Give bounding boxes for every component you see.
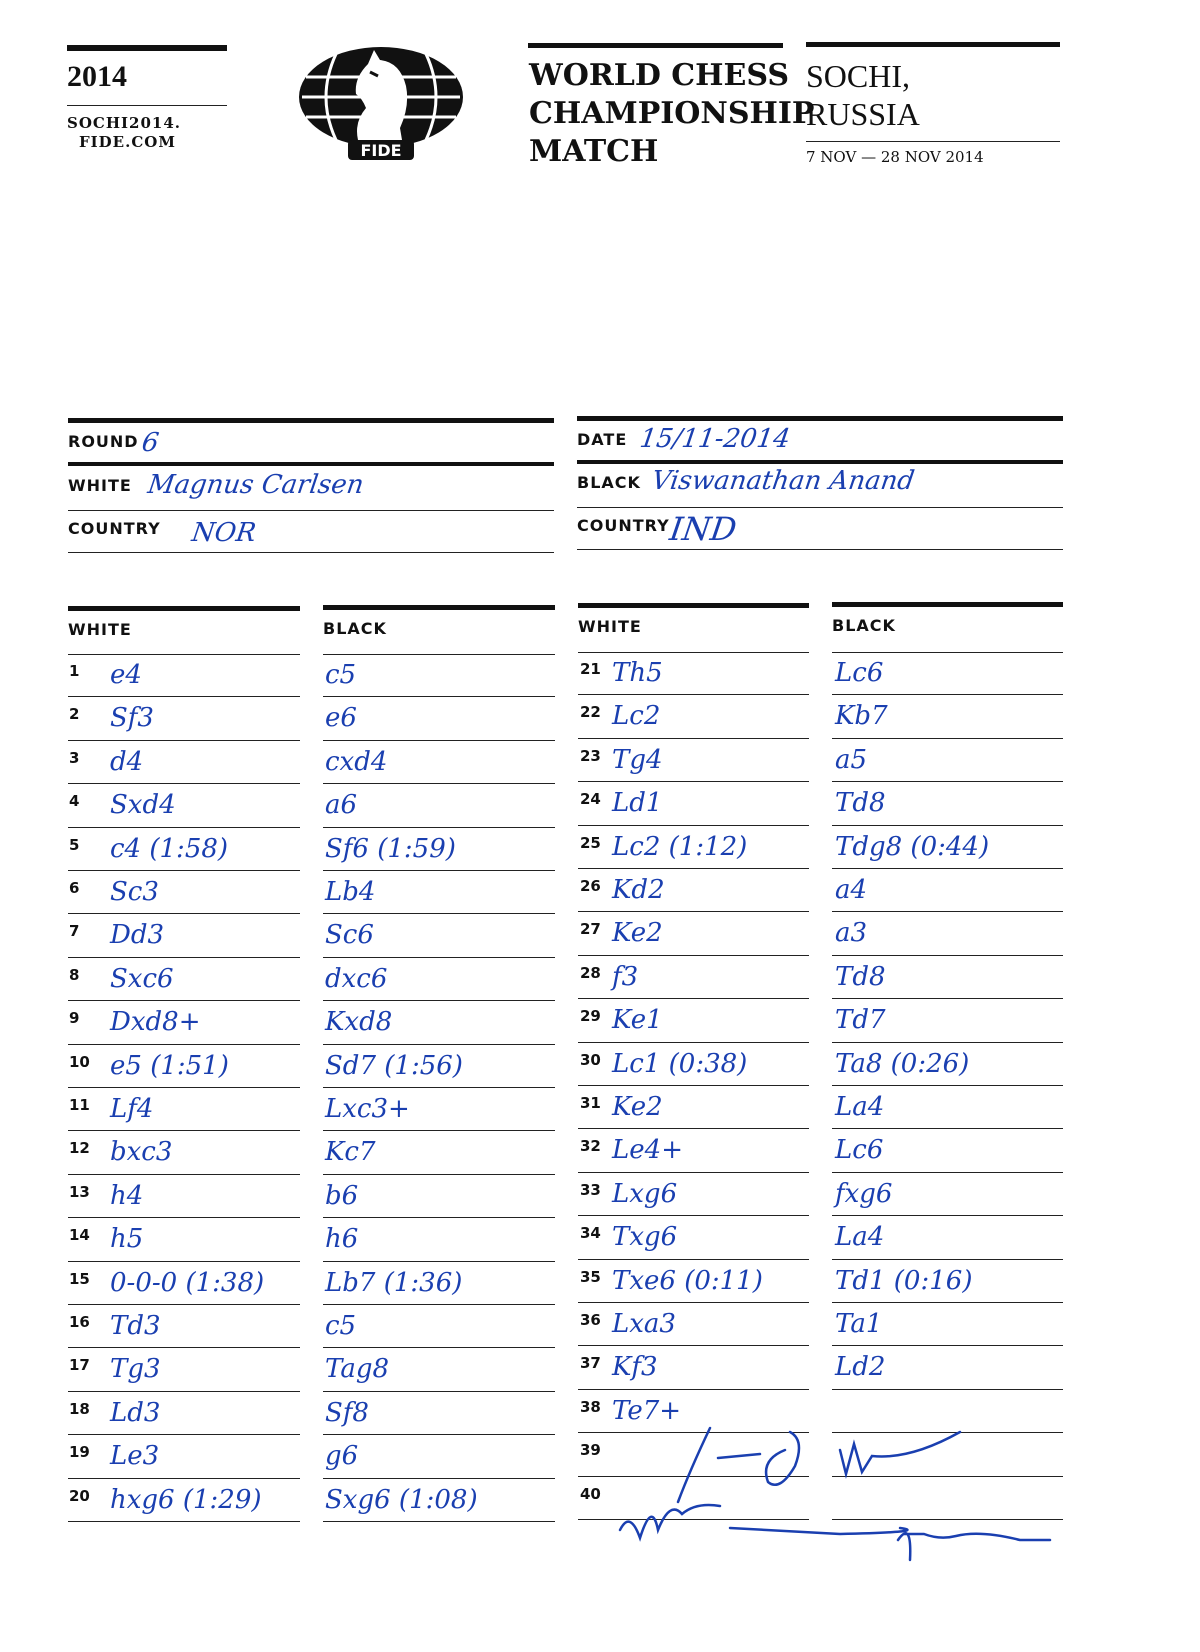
row-rule [578,1215,809,1216]
info-rule-right-2 [577,507,1063,508]
title-line3: MATCH [529,134,659,169]
row-rule [578,1172,809,1173]
row-rule [323,1304,555,1305]
col-rule-1 [68,606,300,611]
row-rule [832,652,1063,653]
row-rule [68,783,300,784]
row-rule [578,825,809,826]
move-number: 39 [580,1441,601,1460]
white-move: Le3 [110,1441,160,1472]
move-number: 9 [69,1009,80,1028]
white-move: Th5 [612,658,663,688]
row-rule [323,696,555,697]
signatures [600,1410,1080,1570]
col-header-white-2: WHITE [578,617,642,636]
white-move: Td3 [110,1311,161,1341]
black-move: Td8 [835,961,886,992]
row-rule [832,781,1063,782]
row-rule [323,1087,555,1088]
col-rule-4 [832,602,1063,607]
row-rule [68,1434,300,1435]
info-rule-left-2 [68,510,554,511]
white-label: WHITE [68,476,132,495]
black-country-label: COUNTRY [577,516,670,535]
row-rule [68,696,300,697]
header-year-rule [67,105,227,106]
black-move: Lc6 [835,658,884,688]
move-number: 3 [69,748,80,767]
row-rule [68,1391,300,1392]
row-rule [323,1217,555,1218]
row-rule [323,827,555,828]
move-number: 8 [69,965,80,984]
black-move: a4 [835,875,868,905]
row-rule [832,955,1063,956]
col-header-white-1: WHITE [68,620,132,639]
row-rule [832,868,1063,869]
row-rule [323,913,555,914]
black-move: Sc6 [325,920,374,951]
row-rule [68,1478,300,1479]
white-move: Dxd8+ [110,1007,201,1038]
row-rule [578,911,809,912]
row-rule [578,1085,809,1086]
white-move: h4 [110,1180,144,1211]
row-rule [323,1391,555,1392]
black-label: BLACK [577,473,641,492]
white-move: Txe6 (0:11) [612,1265,763,1296]
white-move: Ke1 [612,1005,663,1036]
move-number: 5 [69,835,80,854]
black-move: a6 [325,790,358,821]
row-rule [68,1174,300,1175]
col-header-black-1: BLACK [323,619,387,638]
move-number: 26 [580,877,601,895]
black-move: Ta8 (0:26) [835,1048,970,1079]
black-move: Sd7 (1:56) [325,1050,463,1081]
white-move: Sxc6 [110,963,174,994]
header-rule-title [528,43,783,48]
row-rule [323,1261,555,1262]
row-rule [578,1128,809,1129]
row-rule [68,870,300,871]
fide-logo-text: FIDE [360,141,402,160]
white-move: Kd2 [612,875,665,905]
row-rule [323,1478,555,1479]
white-country: NOR [189,518,258,548]
white-move: Tg4 [612,744,663,775]
row-rule [68,1521,300,1522]
move-number: 4 [69,792,80,811]
white-move: Kf3 [612,1352,658,1383]
row-rule [323,1000,555,1001]
header-city-rule [806,141,1060,142]
black-move: Td1 (0:16) [835,1265,973,1296]
row-rule [832,1389,1063,1390]
round-value: 6 [139,428,161,458]
black-move: Lb7 (1:36) [325,1267,463,1298]
header-site-line2: FIDE.COM [79,133,176,151]
white-move: f3 [612,961,639,992]
col-rule-3 [578,603,809,608]
black-move: Kc7 [325,1137,376,1168]
move-number: 7 [69,922,80,941]
move-number: 25 [580,833,601,852]
black-move: Kb7 [835,701,888,732]
row-rule [68,1130,300,1131]
row-rule [68,957,300,958]
black-move: Tdg8 (0:44) [835,831,990,862]
move-number: 12 [69,1139,90,1158]
row-rule [578,738,809,739]
row-rule [323,1044,555,1045]
black-move: c5 [325,660,357,690]
row-rule [323,1174,555,1175]
row-rule [323,783,555,784]
black-move: cxd4 [325,746,388,777]
move-number: 34 [580,1224,601,1243]
row-rule [323,957,555,958]
col-header-black-2: BLACK [832,616,896,635]
info-rule-left-3 [68,552,554,553]
white-move: Le4+ [612,1135,683,1166]
row-rule [832,738,1063,739]
info-rule-left-top [68,418,554,423]
header-rule-city [806,42,1060,47]
header-dates: 7 NOV — 28 NOV 2014 [806,148,984,166]
row-rule [832,1302,1063,1303]
move-number: 24 [580,790,601,809]
info-rule-right-mid [577,460,1063,464]
header-city: SOCHI, [806,58,911,94]
white-move: e5 (1:51) [110,1050,229,1081]
info-rule-right-top [577,416,1063,421]
row-rule [68,913,300,914]
row-rule [578,1042,809,1043]
black-move: La4 [835,1092,885,1122]
move-number: 11 [69,1096,90,1114]
row-rule [68,1044,300,1045]
row-rule [832,1259,1063,1260]
move-number: 17 [69,1356,90,1375]
row-rule [578,955,809,956]
black-move: Tag8 [325,1354,390,1385]
row-rule [832,1345,1063,1346]
white-move: Txg6 [612,1222,678,1253]
black-move: b6 [325,1180,359,1211]
black-move: e6 [325,703,357,734]
white-move: Lc2 [612,701,661,732]
move-number: 27 [580,920,601,939]
white-move: Te7+ [612,1395,682,1426]
row-rule [323,870,555,871]
header-site-line1: SOCHI2014. [67,114,181,132]
white-move: Dd3 [110,920,165,951]
white-move: Ld1 [612,788,663,819]
title-line2: CHAMPIONSHIP [529,96,815,131]
row-rule [68,1261,300,1262]
white-move: Lxa3 [612,1309,676,1339]
row-rule [323,1347,555,1348]
black-move: Sxg6 (1:08) [325,1484,478,1515]
white-move: Lxg6 [612,1178,678,1209]
white-move: d4 [110,746,144,777]
black-move: a3 [835,918,868,949]
row-rule [68,1087,300,1088]
white-move: Sc3 [110,877,159,907]
white-move: Ld3 [110,1397,161,1428]
black-move: Ta1 [835,1309,883,1339]
move-number: 40 [580,1484,601,1503]
black-move: g6 [325,1441,359,1472]
row-rule [68,740,300,741]
row-rule [68,1000,300,1001]
white-move: e4 [110,660,142,690]
row-rule [832,911,1063,912]
row-rule [68,1217,300,1218]
white-move: Sf3 [110,703,154,734]
move-number: 2 [69,705,80,724]
black-move: Lb4 [325,877,376,907]
move-number: 30 [580,1050,601,1069]
info-rule-left-mid [68,462,554,466]
move-number: 18 [69,1399,90,1418]
move-number: 6 [69,879,80,897]
black-move: Lxc3+ [325,1094,410,1124]
info-rule-right-3 [577,549,1063,550]
black-move: a5 [835,744,868,775]
move-number: 23 [580,746,601,765]
row-rule [578,1345,809,1346]
move-number: 16 [69,1313,90,1331]
col-rule-2 [323,605,555,610]
header-rule-left [67,45,227,51]
move-number: 28 [580,963,601,982]
black-move: Sf6 (1:59) [325,833,456,864]
fide-logo [296,42,466,162]
row-rule [832,1042,1063,1043]
white-move: Ke2 [612,1092,663,1122]
white-move: 0-0-0 (1:38) [110,1267,265,1298]
date-label: DATE [577,430,628,449]
black-move: Lc6 [835,1135,884,1166]
move-number: 1 [69,662,80,680]
black-move: Td7 [835,1005,886,1036]
row-rule [68,1347,300,1348]
white-move: hxg6 (1:29) [110,1484,262,1515]
black-move: Ld2 [835,1352,886,1383]
white-player: Magnus Carlsen [145,470,366,500]
row-rule [578,1259,809,1260]
move-number: 19 [69,1443,90,1462]
date-value: 15/11-2014 [637,424,792,454]
move-number: 15 [69,1269,90,1288]
row-rule [578,694,809,695]
round-label: ROUND [68,432,139,451]
title-line1: WORLD CHESS [529,58,790,93]
row-rule [832,998,1063,999]
move-number: 13 [69,1182,90,1201]
row-rule [832,694,1063,695]
move-number: 35 [580,1267,601,1286]
move-number: 20 [69,1486,90,1505]
black-move: c5 [325,1311,357,1341]
white-move: h5 [110,1224,144,1255]
row-rule [323,654,555,655]
move-number: 36 [580,1311,601,1329]
black-country: IND [667,510,739,548]
white-move: Lc2 (1:12) [612,831,748,862]
move-number: 29 [580,1007,601,1026]
white-move: Tg3 [110,1354,161,1385]
white-move: Lf4 [110,1094,154,1124]
row-rule [832,1172,1063,1173]
white-move: c4 (1:58) [110,833,229,864]
white-move: Lc1 (0:38) [612,1048,748,1079]
row-rule [832,825,1063,826]
black-move: La4 [835,1222,885,1253]
row-rule [323,1521,555,1522]
row-rule [832,1215,1063,1216]
black-move: Sf8 [325,1397,369,1428]
header-country: RUSSIA [806,96,920,132]
move-number: 38 [580,1397,601,1416]
move-number: 21 [580,660,601,678]
row-rule [832,1085,1063,1086]
row-rule [578,1389,809,1390]
row-rule [578,652,809,653]
row-rule [323,1130,555,1131]
row-rule [578,998,809,999]
black-move: dxc6 [325,963,388,994]
row-rule [578,781,809,782]
row-rule [578,1302,809,1303]
move-number: 33 [580,1180,601,1199]
row-rule [68,1304,300,1305]
row-rule [323,1434,555,1435]
black-move: h6 [325,1224,359,1255]
row-rule [578,868,809,869]
black-move: Kxd8 [325,1007,393,1038]
black-player: Viswanathan Anand [649,466,917,496]
white-move: Sxd4 [110,790,176,821]
row-rule [68,827,300,828]
white-move: Ke2 [612,918,663,949]
row-rule [832,1128,1063,1129]
black-move: fxg6 [835,1178,893,1209]
header-year: 2014 [67,60,127,93]
white-move: bxc3 [110,1137,173,1168]
move-number: 22 [580,703,601,722]
move-number: 32 [580,1137,601,1156]
row-rule [68,654,300,655]
black-move: Td8 [835,788,886,819]
white-country-label: COUNTRY [68,519,161,538]
move-number: 31 [580,1094,601,1112]
row-rule [323,740,555,741]
move-number: 10 [69,1052,90,1071]
move-number: 14 [69,1226,90,1245]
move-number: 37 [580,1354,601,1373]
